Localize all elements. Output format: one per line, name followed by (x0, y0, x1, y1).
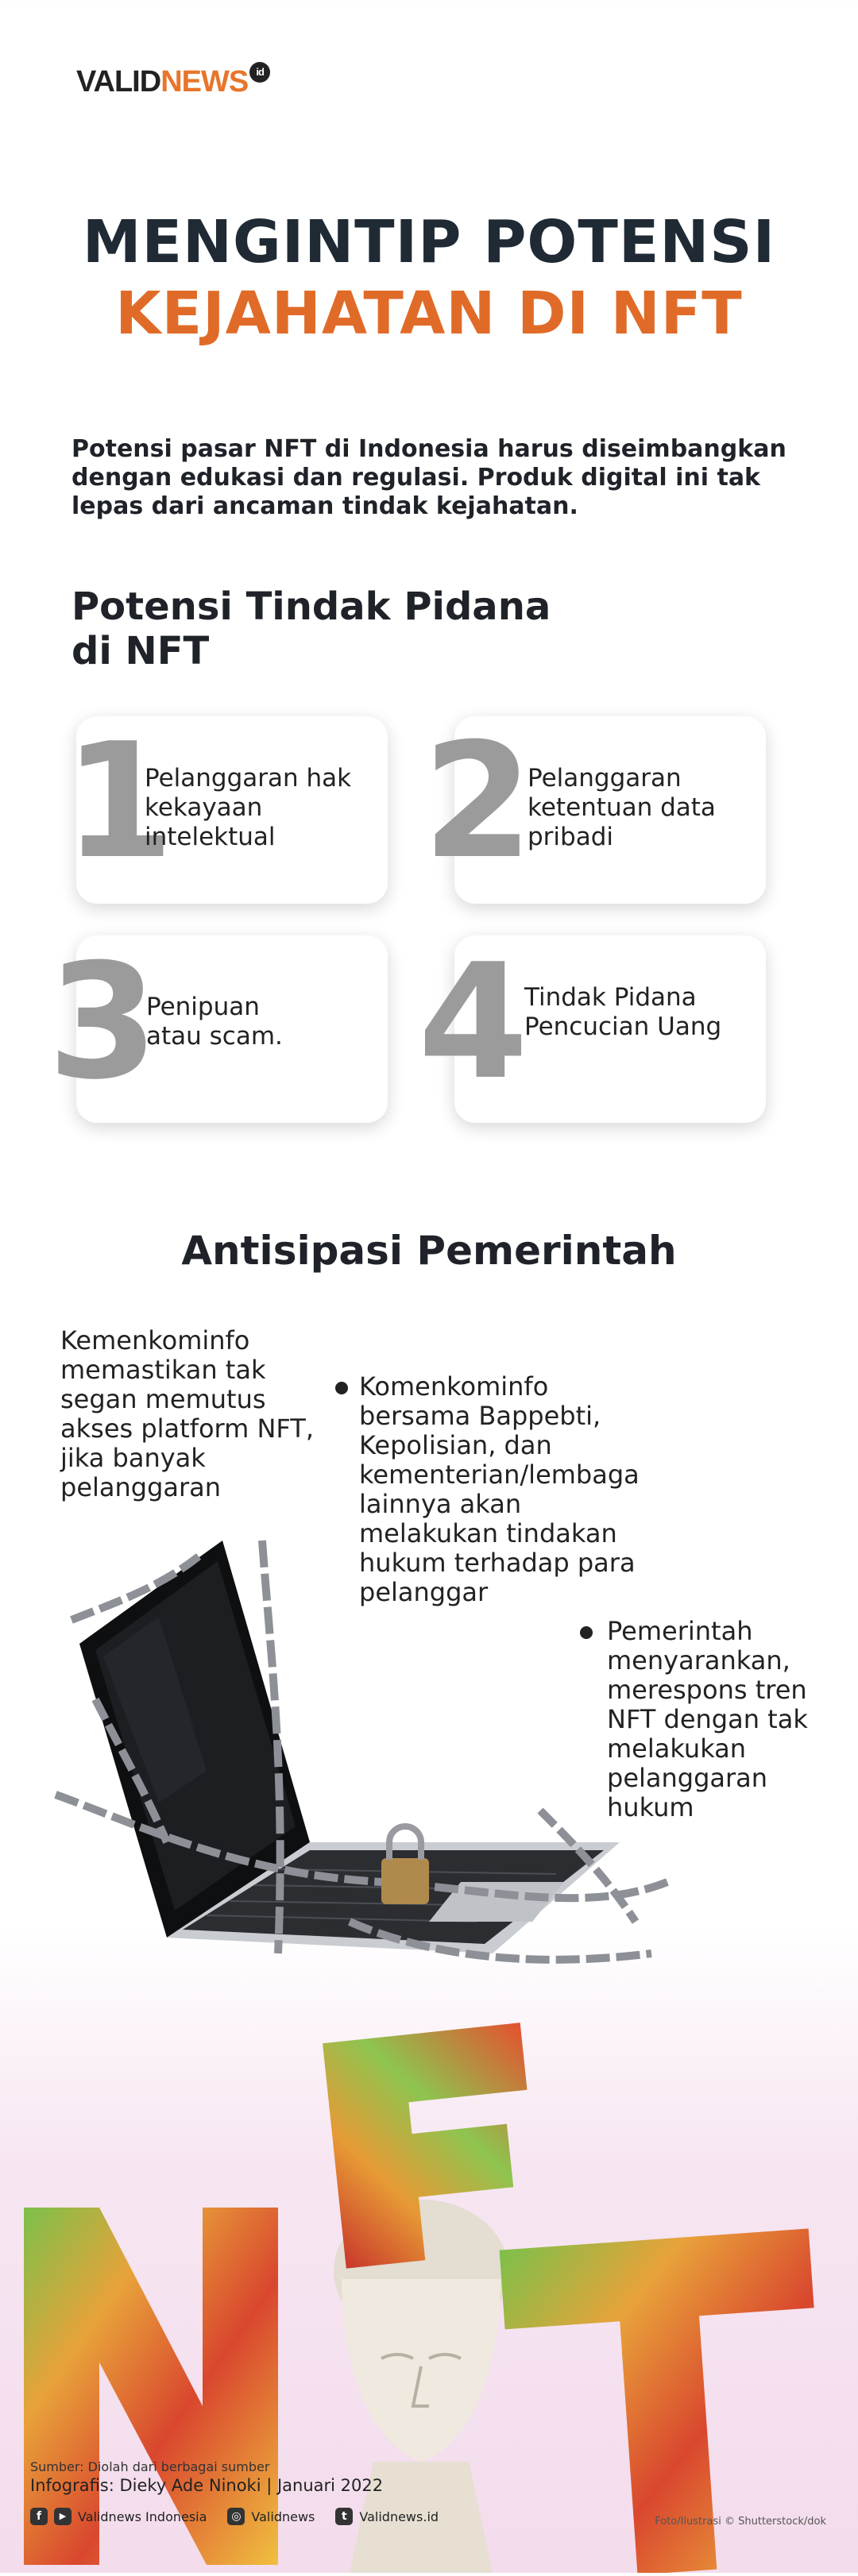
youtube-icon: ▶ (54, 2508, 72, 2525)
social-twitter[interactable] (335, 2508, 439, 2525)
social-youtube[interactable] (54, 2508, 207, 2525)
social-instagram[interactable] (227, 2508, 315, 2525)
potensi-number-3: 3 (48, 930, 159, 1115)
footer-socials (30, 2508, 453, 2525)
section-antisipasi-heading: Antisipasi Pemerintah (181, 1228, 677, 1274)
footer-infografis: Infografis: Dieky Ade Ninoki | Januari 2022 (30, 2476, 384, 2495)
page-title-line2: KEJAHATAN DI NFT (115, 280, 743, 348)
footer-source: Sumber: Diolah dari berbagai sumber (30, 2459, 270, 2474)
logo-accent-text: NEWS (160, 65, 249, 98)
antisipasi-note-1: Kemenkominfo memastikan tak segan memutus akses platform NFT, jika banyak pelanggaran (60, 1325, 314, 1502)
potensi-text-1: Pelanggaran hak kekayaan intelektual (145, 764, 352, 851)
photo-credit: Foto/Ilustrasi © Shutterstock/dok (655, 2516, 826, 2528)
antisipasi-bullet-2 (335, 1382, 348, 1394)
antisipasi-note-3: Pemerintah menyarankan, merespons tren NFT dengan tak melakukan pelanggaran hukum (607, 1616, 808, 1822)
intro-paragraph: Potensi pasar NFT di Indonesia harus diseimbangkan dengan edukasi dan regulasi. Produk digital ini tak lepas dari ancaman tindak kejahatan. (72, 435, 786, 520)
page-title-line1: MENGINTIP POTENSI (82, 208, 776, 276)
antisipasi-note-2: Komenkominfo bersama Bappebti, Kepolisian, dan kementerian/lembaga lainnya akan melakukan tindakan hukum terhadap para pelanggar (359, 1371, 640, 1607)
logo-main-text: VALID (76, 65, 161, 98)
twitter-icon: t (335, 2508, 353, 2525)
potensi-text-3: Penipuan atau scam. (146, 993, 283, 1051)
potensi-text-2: Pelanggaran ketentuan data pribadi (528, 764, 716, 851)
antisipasi-bullet-3 (580, 1626, 593, 1639)
potensi-number-1: 1 (64, 709, 175, 894)
instagram-icon: ◎ (227, 2508, 245, 2525)
social-instagram-label: Validnews (251, 2509, 315, 2524)
potensi-text-4: Tindak Pidana Pencucian Uang (524, 983, 722, 1041)
validnews-logo (76, 65, 270, 99)
social-twitter-label: Validnews.id (359, 2509, 439, 2524)
facebook-icon[interactable]: f (30, 2508, 48, 2525)
section-potensi-heading-text: Potensi Tindak Pidana di NFT (72, 584, 551, 673)
logo-badge: id (249, 62, 270, 83)
social-youtube-label: Validnews Indonesia (78, 2509, 207, 2524)
potensi-number-2: 2 (423, 709, 534, 894)
potensi-number-4: 4 (418, 930, 529, 1115)
section-potensi-heading (72, 584, 596, 673)
